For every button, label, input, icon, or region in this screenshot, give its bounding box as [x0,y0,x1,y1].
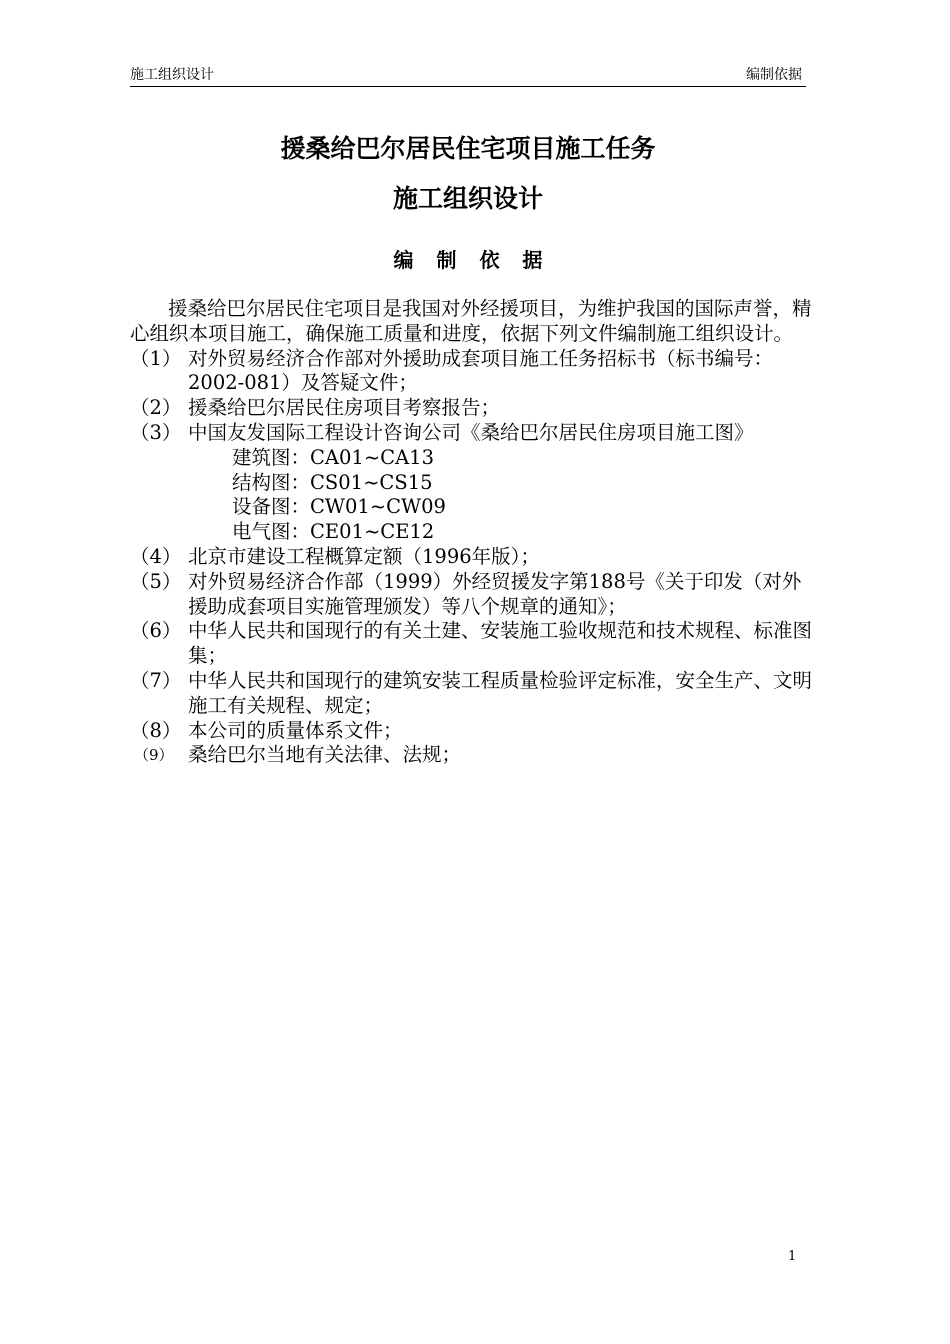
drawing-list-item: 电气图：CE01~CE12 [232,520,435,544]
document-title-line-1: 援桑给巴尔居民住宅项目施工任务 [280,134,656,163]
list-item [130,545,820,570]
list-item-number: （9） [134,746,174,765]
list-item-number: （2） [130,396,182,420]
list-item [130,619,820,669]
list-item-text: 北京市建设工程概算定额（1996年版）； [188,544,540,568]
header-right-text: 编制依据 [746,67,802,83]
page-number: 1 [788,1249,797,1264]
document-title-line-2: 施工组织设计 [392,184,543,213]
list-item-text: 中国友发国际工程设计咨询公司《桑给巴尔居民住房项目施工图》 [188,420,754,444]
list-item-number: （1） [130,346,182,370]
list-item [130,347,820,397]
list-item-text: 援桑给巴尔居民住房项目考察报告； [188,396,501,420]
list-item [130,421,820,446]
page-header [130,66,806,87]
list-item-number: （4） [130,544,182,568]
list-item-number: （7） [130,668,182,692]
header-left-text: 施工组织设计 [130,67,214,83]
list-item-text: 对外贸易经济合作部（1999）外经贸援发字第188号《关于印发（对外援助成套项目实施管理颁发）等八个规章的通知》； [188,569,802,618]
list-item-text: 中华人民共和国现行的有关土建、安装施工验收规范和技术规程、标准图集； [188,619,813,668]
list-item [130,743,820,768]
list-item-number: （6） [130,619,182,643]
list-item-text: 本公司的质量体系文件； [188,718,403,742]
list-item-text: 桑给巴尔当地有关法律、法规； [188,743,462,767]
list-item [130,396,820,421]
list-item-number: （8） [130,718,182,742]
list-item-number: （5） [130,569,182,593]
drawing-list-item: 结构图：CS01~CS15 [232,470,433,494]
list-item [130,719,820,744]
document-body [130,297,820,768]
intro-paragraph: 援桑给巴尔居民住宅项目是我国对外经援项目，为维护我国的国际声誉，精心组织本项目施工，确保施工质量和进度，依据下列文件编制施工组织设计。 [130,297,812,345]
drawing-list-item: 建筑图：CA01~CA13 [232,445,434,469]
list-item [130,570,820,620]
list-item-number: （3） [130,420,182,444]
section-heading: 编 制 依 据 [393,248,551,272]
drawing-list-item: 设备图：CW01~CW09 [232,495,446,519]
list-item [130,669,820,719]
list-item-text: 对外贸易经济合作部对外援助成套项目施工任务招标书（标书编号：2002-081）及答疑文件； [188,346,774,395]
list-item-text: 中华人民共和国现行的建筑安装工程质量检验评定标准，安全生产、文明施工有关规程、规定； [188,668,813,717]
